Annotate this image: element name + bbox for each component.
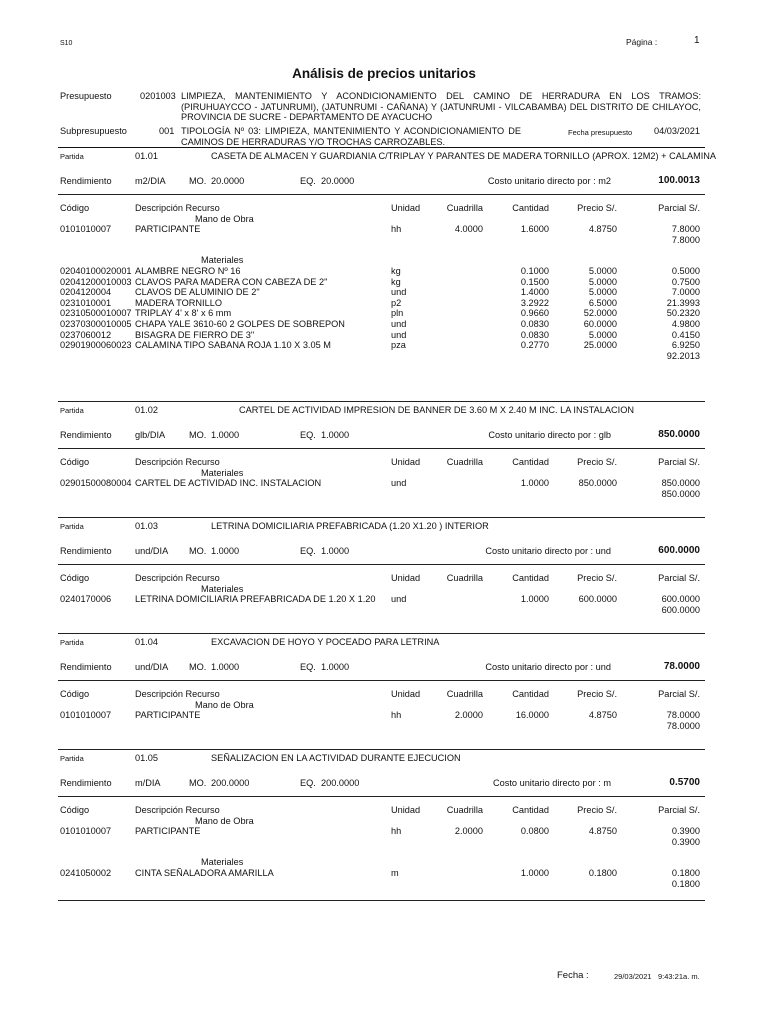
mo-value: 1.0000: [211, 430, 240, 440]
mano-de-obra-subtotal: 7.8000: [671, 234, 700, 245]
costo-unitario-value: 850.0000: [658, 429, 700, 440]
column-descripcion: Descripción Recurso: [135, 689, 220, 699]
column-cuadrilla: Cuadrilla: [446, 457, 483, 467]
column-parcial: Parcial S/.: [658, 573, 700, 583]
column-cantidad: Cantidad: [512, 689, 549, 699]
subpresupuesto-label: Subpresupuesto: [60, 126, 127, 136]
column-parcial: Parcial S/.: [658, 689, 700, 699]
mo-label: MO.: [189, 662, 207, 672]
resource-crew: 4.0000: [454, 224, 483, 235]
column-codigo: Código: [60, 573, 90, 583]
mo-value: 1.0000: [211, 662, 240, 672]
rendimiento-unit: m/DIA: [135, 778, 161, 788]
partida-label: Partida: [60, 522, 84, 531]
resource-partial: 78.0000: [666, 710, 700, 721]
materiales-subtotal: 0.1800: [671, 878, 700, 889]
resource-quantity: 1.0000: [520, 478, 549, 489]
resource-unit: kg: [391, 276, 401, 287]
resource-price: 4.8750: [588, 710, 617, 721]
resource-description: CHAPA YALE 3610-60 2 GOLPES DE SOBREPON: [135, 319, 345, 329]
resource-code: 0237060012: [60, 329, 112, 340]
resource-description: CALAMINA TIPO SABANA ROJA 1.10 X 3.05 M: [135, 340, 331, 351]
eq-value: 1.0000: [321, 546, 350, 556]
column-cuadrilla: Cuadrilla: [446, 805, 483, 815]
resource-quantity: 0.1500: [520, 276, 549, 287]
partida-name: CASETA DE ALMACEN Y GUARDIANIA C/TRIPLAY Y PARANTES DE MADERA TORNILLO (APROX. 12M2) + CALAMINA: [211, 151, 717, 161]
column-precio: Precio S/.: [577, 805, 617, 815]
partida-label: Partida: [60, 638, 84, 647]
resource-price: 60.0000: [583, 319, 617, 329]
resource-unit: hh: [391, 710, 402, 721]
resource-price: 5.0000: [588, 287, 617, 298]
resource-description: BISAGRA DE FIERRO DE 3": [135, 329, 255, 340]
resource-description: ALAMBRE NEGRO Nº 16: [135, 266, 241, 276]
eq-value: 1.0000: [321, 430, 350, 440]
column-precio: Precio S/.: [577, 689, 617, 699]
resource-price: 5.0000: [588, 266, 617, 276]
column-cuadrilla: Cuadrilla: [446, 203, 483, 213]
footer-hora-value: 9:43:21a. m.: [658, 972, 700, 981]
mano-de-obra-subtotal: 78.0000: [666, 720, 700, 731]
divider-line: [58, 517, 705, 518]
column-unidad: Unidad: [391, 689, 421, 699]
divider-line: [58, 147, 705, 148]
resource-price: 6.5000: [588, 297, 617, 308]
resource-unit: pln: [391, 308, 404, 319]
resource-partial: 0.7500: [671, 276, 700, 287]
resource-unit: und: [391, 594, 407, 605]
column-precio: Precio S/.: [577, 573, 617, 583]
divider-line: [58, 633, 705, 634]
costo-unitario-label: Costo unitario directo por : m: [493, 778, 611, 788]
fecha-presupuesto-value: 04/03/2021: [654, 126, 700, 136]
column-unidad: Unidad: [391, 573, 421, 583]
column-unidad: Unidad: [391, 457, 421, 467]
resource-crew: 2.0000: [454, 710, 483, 721]
rendimiento-unit: und/DIA: [135, 546, 169, 556]
resource-unit: pza: [391, 340, 406, 351]
eq-label: EQ.: [300, 176, 316, 186]
resource-partial: 0.5000: [671, 266, 700, 276]
eq-label: EQ.: [300, 546, 316, 556]
column-descripcion: Descripción Recurso: [135, 805, 220, 815]
column-descripcion: Descripción Recurso: [135, 457, 220, 467]
column-descripcion: Descripción Recurso: [135, 573, 220, 583]
group-materiales: Materiales: [201, 467, 244, 478]
eq-value: 20.0000: [321, 176, 355, 186]
mo-label: MO.: [189, 546, 207, 556]
mo-value: 20.0000: [211, 176, 245, 186]
resource-quantity: 0.1000: [520, 266, 549, 276]
column-parcial: Parcial S/.: [658, 805, 700, 815]
divider-line: [58, 749, 705, 750]
partida-code: 01.03: [135, 521, 158, 531]
mo-label: MO.: [189, 778, 207, 788]
resource-description: CARTEL DE ACTIVIDAD INC. INSTALACION: [135, 478, 322, 489]
group-mano-de-obra: Mano de Obra: [195, 815, 254, 826]
resource-quantity: 0.2770: [520, 340, 549, 351]
rendimiento-label: Rendimiento: [60, 176, 112, 186]
materiales-subtotal: 600.0000: [661, 604, 700, 615]
resource-code: 0240170006: [60, 594, 112, 605]
subpresupuesto-description: TIPOLOGÍA Nº 03: LIMPIEZA, MANTENIMIENTO Y ACONDICIONAMIENTO DE CAMINOS DE HERRADURAS Y/O TROCHAS CARROZABLES.: [181, 126, 521, 147]
resource-price: 4.8750: [588, 826, 617, 837]
divider-line: [58, 401, 705, 402]
column-unidad: Unidad: [391, 203, 421, 213]
column-cuadrilla: Cuadrilla: [446, 689, 483, 699]
divider-line: [58, 194, 705, 195]
resource-partial: 21.3993: [666, 297, 700, 308]
resource-quantity: 1.0000: [520, 868, 549, 878]
resource-code: 02040100020001: [60, 266, 132, 276]
costo-unitario-value: 0.5700: [669, 777, 700, 788]
rendimiento-unit: m2/DIA: [135, 176, 166, 186]
resource-price: 25.0000: [583, 340, 617, 351]
eq-label: EQ.: [300, 662, 316, 672]
resource-description: MADERA TORNILLO: [135, 297, 222, 308]
resource-description: PARTICIPANTE: [135, 826, 201, 837]
partida-label: Partida: [60, 406, 84, 415]
costo-unitario-value: 100.0013: [658, 175, 700, 186]
resource-code: 02310500010007: [60, 308, 132, 319]
column-unidad: Unidad: [391, 805, 421, 815]
materiales-subtotal: 92.2013: [666, 350, 700, 361]
divider-line: [58, 564, 705, 565]
resource-partial: 4.9800: [671, 319, 700, 329]
resource-quantity: 3.2922: [520, 297, 549, 308]
rendimiento-label: Rendimiento: [60, 662, 112, 672]
presupuesto-code: 0201003: [140, 91, 176, 101]
group-mano-de-obra: Mano de Obra: [195, 213, 254, 224]
mano-de-obra-subtotal: 0.3900: [671, 836, 700, 847]
costo-unitario-label: Costo unitario directo por : und: [485, 546, 611, 556]
eq-label: EQ.: [300, 430, 316, 440]
footer-fecha-label: Fecha :: [557, 970, 589, 981]
resource-code: 02901500080004: [60, 478, 132, 489]
resource-quantity: 0.0830: [520, 329, 549, 340]
resource-unit: und: [391, 478, 407, 489]
resource-price: 52.0000: [583, 308, 617, 319]
group-materiales: Materiales: [201, 255, 244, 266]
resource-unit: hh: [391, 224, 402, 235]
resource-price: 600.0000: [578, 594, 617, 605]
mo-value: 200.0000: [211, 778, 250, 788]
costo-unitario-value: 78.0000: [663, 661, 700, 672]
resource-quantity: 1.4000: [520, 287, 549, 298]
costo-unitario-value: 600.0000: [658, 545, 700, 556]
partida-name: LETRINA DOMICILIARIA PREFABRICADA (1.20 X1.20 ) INTERIOR: [211, 521, 489, 531]
resource-code: 02370300010005: [60, 319, 132, 329]
column-precio: Precio S/.: [577, 203, 617, 213]
resource-partial: 6.9250: [671, 340, 700, 351]
partida-code: 01.04: [135, 637, 158, 647]
presupuesto-label: Presupuesto: [60, 91, 112, 101]
rendimiento-unit: glb/DIA: [135, 430, 166, 440]
column-cantidad: Cantidad: [512, 573, 549, 583]
resource-partial: 0.3900: [671, 826, 700, 837]
eq-value: 200.0000: [321, 778, 360, 788]
column-cantidad: Cantidad: [512, 203, 549, 213]
footer-fecha-value: 29/03/2021: [614, 972, 652, 981]
group-materiales: Materiales: [201, 857, 244, 868]
presupuesto-description: LIMPIEZA, MANTENIMIENTO Y ACONDICIONAMIENTO DEL CAMINO DE HERRADURA EN LOS TRAMOS: (PIRUHUAYCCO - JATUNRUMI), (JATUNRUMI - CAÑANA) Y (JATUNRUMI - VILCABAMBA) DEL DISTRITO DE CHILAYOC, PROVINCIA DE SUCRE - DEPARTAMENTO DE AYACUCHO: [181, 91, 701, 122]
report-code: S10: [60, 40, 73, 47]
rendimiento-label: Rendimiento: [60, 778, 112, 788]
resource-code: 0204120004: [60, 287, 112, 298]
resource-price: 4.8750: [588, 224, 617, 235]
partida-label: Partida: [60, 754, 84, 763]
resource-unit: und: [391, 319, 407, 329]
divider-line: [58, 796, 705, 797]
resource-unit: und: [391, 287, 407, 298]
costo-unitario-label: Costo unitario directo por : glb: [488, 430, 611, 440]
column-parcial: Parcial S/.: [658, 203, 700, 213]
costo-unitario-label: Costo unitario directo por : und: [485, 662, 611, 672]
column-cantidad: Cantidad: [512, 805, 549, 815]
resource-price: 5.0000: [588, 329, 617, 340]
fecha-presupuesto-label: Fecha presupuesto: [568, 128, 633, 137]
resource-partial: 7.8000: [671, 224, 700, 235]
resource-unit: kg: [391, 266, 401, 276]
group-materiales: Materiales: [201, 583, 244, 594]
resource-quantity: 16.0000: [515, 710, 549, 721]
resource-unit: m: [391, 868, 399, 878]
partida-code: 01.02: [135, 405, 158, 415]
resource-code: 02041200010003: [60, 276, 132, 287]
resource-quantity: 0.0800: [520, 826, 549, 837]
resource-description: CLAVOS PARA MADERA CON CABEZA DE 2": [135, 276, 328, 287]
column-codigo: Código: [60, 689, 90, 699]
column-parcial: Parcial S/.: [658, 457, 700, 467]
resource-code: 0241050002: [60, 868, 112, 878]
partida-code: 01.05: [135, 753, 158, 763]
page-title: Análisis de precios unitarios: [292, 66, 476, 81]
column-codigo: Código: [60, 457, 90, 467]
page-number: 1: [694, 35, 700, 46]
resource-description: CINTA SEÑALADORA AMARILLA: [135, 868, 274, 878]
materiales-subtotal: 850.0000: [661, 488, 700, 499]
resource-quantity: 0.9660: [520, 308, 549, 319]
resource-code: 0101010007: [60, 224, 112, 235]
resource-code: 0231010001: [60, 297, 112, 308]
partida-name: EXCAVACION DE HOYO Y POCEADO PARA LETRINA: [211, 637, 440, 647]
resource-description: CLAVOS DE ALUMINIO DE 2": [135, 287, 260, 298]
page-label: Página :: [626, 37, 658, 47]
column-precio: Precio S/.: [577, 457, 617, 467]
resource-partial: 0.4150: [671, 329, 700, 340]
partida-label: Partida: [60, 152, 84, 161]
resource-partial: 0.1800: [671, 868, 700, 878]
partida-code: 01.01: [135, 151, 158, 161]
column-codigo: Código: [60, 203, 90, 213]
resource-price: 850.0000: [578, 478, 617, 489]
rendimiento-label: Rendimiento: [60, 430, 112, 440]
resource-description: PARTICIPANTE: [135, 224, 201, 235]
subpresupuesto-code: 001: [159, 126, 175, 136]
partida-name: CARTEL DE ACTIVIDAD IMPRESION DE BANNER DE 3.60 M X 2.40 M INC. LA INSTALACION: [239, 405, 634, 415]
partida-name: SEÑALIZACION EN LA ACTIVIDAD DURANTE EJECUCION: [211, 753, 461, 763]
column-cuadrilla: Cuadrilla: [446, 573, 483, 583]
mo-label: MO.: [189, 430, 207, 440]
resource-description: PARTICIPANTE: [135, 710, 201, 721]
divider-line: [58, 448, 705, 449]
resource-code: 0101010007: [60, 710, 112, 721]
column-descripcion: Descripción Recurso: [135, 203, 220, 213]
resource-description: LETRINA DOMICILIARIA PREFABRICADA DE 1.20 X 1.20: [135, 594, 376, 605]
eq-value: 1.0000: [321, 662, 350, 672]
resource-price: 0.1800: [588, 868, 617, 878]
resource-unit: hh: [391, 826, 402, 837]
eq-label: EQ.: [300, 778, 316, 788]
mo-value: 1.0000: [211, 546, 240, 556]
resource-code: 0101010007: [60, 826, 112, 837]
resource-description: TRIPLAY 4' x 8' x 6 mm: [135, 308, 232, 319]
column-codigo: Código: [60, 805, 90, 815]
costo-unitario-label: Costo unitario directo por : m2: [487, 176, 611, 186]
column-cantidad: Cantidad: [512, 457, 549, 467]
group-mano-de-obra: Mano de Obra: [195, 699, 254, 710]
resource-partial: 850.0000: [661, 478, 700, 489]
resource-unit: p2: [391, 297, 402, 308]
rendimiento-label: Rendimiento: [60, 546, 112, 556]
divider-line: [58, 680, 705, 681]
rendimiento-unit: und/DIA: [135, 662, 169, 672]
resource-quantity: 0.0830: [520, 319, 549, 329]
resource-partial: 600.0000: [661, 594, 700, 605]
resource-price: 5.0000: [588, 276, 617, 287]
resource-quantity: 1.6000: [520, 224, 549, 235]
resource-crew: 2.0000: [454, 826, 483, 837]
resource-partial: 50.2320: [666, 308, 700, 319]
resource-partial: 7.0000: [671, 287, 700, 298]
resource-quantity: 1.0000: [520, 594, 549, 605]
divider-line: [58, 900, 705, 901]
resource-unit: und: [391, 329, 407, 340]
mo-label: MO.: [189, 176, 207, 186]
resource-code: 02901900060023: [60, 340, 132, 351]
